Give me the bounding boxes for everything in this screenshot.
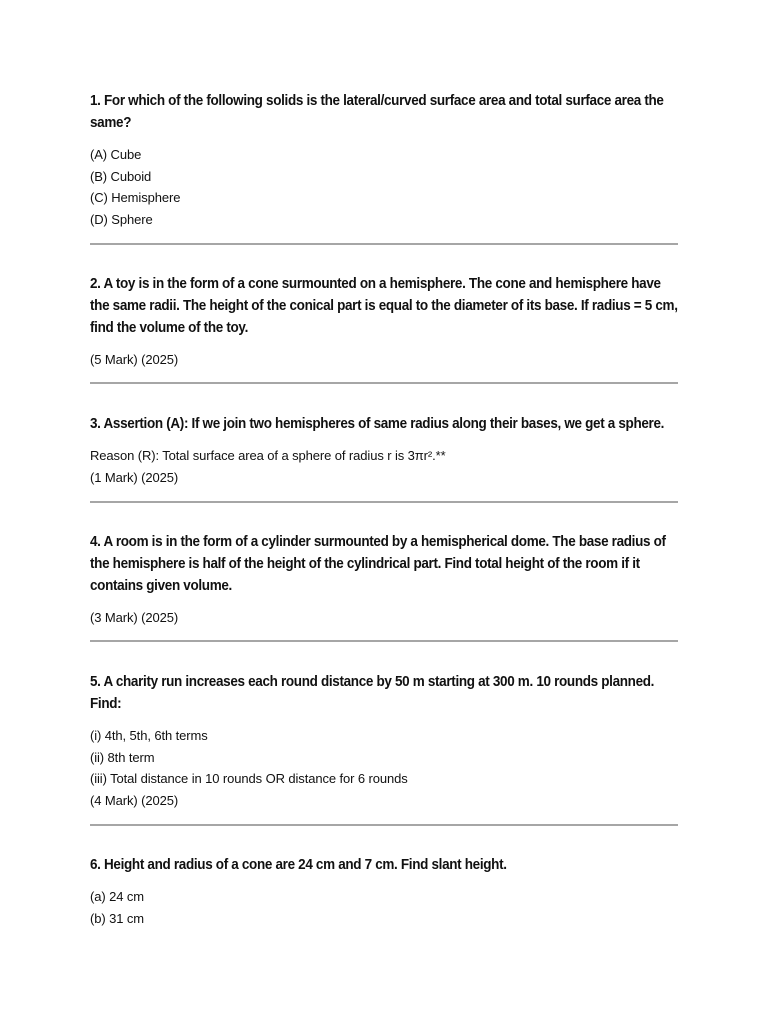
question-3-text: 3. Assertion (A): If we join two hemispheres of same radius along their bases, we get a sphere.: [90, 416, 665, 432]
question-5-parts: [90, 725, 678, 812]
question-1: [90, 90, 678, 231]
question-3-details: [90, 445, 678, 488]
divider: [90, 243, 678, 245]
question-1-options: [90, 144, 678, 231]
divider: [90, 382, 678, 384]
option-d: (D) Sphere: [90, 212, 153, 228]
divider: [90, 824, 678, 826]
question-3: [90, 413, 678, 488]
question-2-text: 2. A toy is in the form of a cone surmounted on a hemisphere. The cone and hemisphere have the same radii. The height of the conical part is equal to the diameter of its base. If radius = 5 cm, find the volume of the toy.: [90, 276, 678, 336]
question-4-text: 4. A room is in the form of a cylinder surmounted by a hemispherical dome. The base radius of the hemisphere is half of the height of the cylindrical part. Find total height of the room if it contains given volume.: [90, 534, 666, 594]
divider: [90, 501, 678, 503]
question-2-meta: [90, 349, 678, 371]
question-6: [90, 854, 678, 929]
option-b: (b) 31 cm: [90, 910, 145, 926]
question-6-options: [90, 886, 678, 929]
question-2: [90, 273, 678, 371]
option-a: (A) Cube: [90, 147, 142, 162]
question-4: [90, 531, 678, 629]
divider: [90, 640, 678, 642]
part-iii: (iii) Total distance in 10 rounds OR distance for 6 rounds: [90, 771, 408, 787]
option-c: (C) Hemisphere: [90, 190, 181, 206]
option-b: (B) Cuboid: [90, 168, 152, 184]
option-a: (a) 24 cm: [90, 889, 145, 904]
marks-year: (4 Mark) (2025): [90, 793, 179, 809]
part-ii: (ii) 8th term: [90, 749, 155, 765]
marks-year: (1 Mark) (2025): [90, 469, 179, 485]
marks-year: (5 Mark) (2025): [90, 352, 179, 367]
marks-year: (3 Mark) (2025): [90, 610, 179, 625]
question-1-text: 1. For which of the following solids is the lateral/curved surface area and total surface area the same?: [90, 93, 664, 131]
question-6-text: 6. Height and radius of a cone are 24 cm and 7 cm. Find slant height.: [90, 857, 507, 873]
question-5-text: 5. A charity run increases each round distance by 50 m starting at 300 m. 10 rounds planned. Find:: [90, 674, 655, 712]
question-4-meta: [90, 607, 678, 629]
reason-text: Reason (R): Total surface area of a sphere of radius r is 3πr².**: [90, 448, 446, 463]
part-i: (i) 4th, 5th, 6th terms: [90, 728, 208, 743]
question-5: [90, 671, 678, 812]
